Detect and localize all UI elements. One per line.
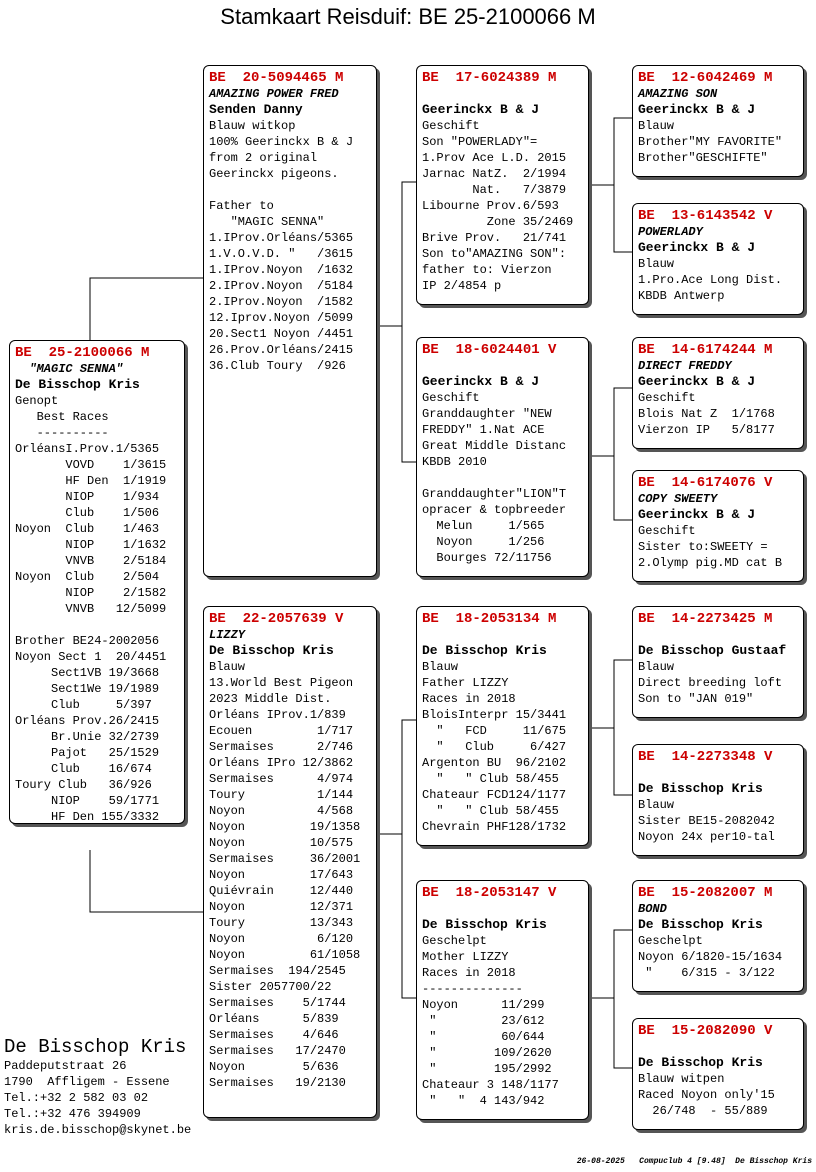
info-line: Noyon 12/371 <box>209 900 354 914</box>
pigeon-name: DIRECT FREDDY <box>638 359 732 373</box>
breeder-name: De Bisschop Kris <box>4 1036 187 1058</box>
pigeon-info <box>209 118 371 374</box>
pigeon-name: POWERLADY <box>638 225 703 239</box>
pigeon-info <box>422 118 583 294</box>
info-line: Noyon 6/120 <box>209 932 354 946</box>
pigeon-info <box>638 1071 798 1119</box>
pigeon-info <box>638 659 798 707</box>
info-line: 12.Iprov.Noyon /5099 <box>209 311 354 325</box>
info-line: Toury Club 36/926 <box>15 778 152 792</box>
info-line <box>209 182 371 198</box>
info-line: Blauw witpen <box>638 1072 725 1086</box>
info-line: Sermaises 36/2001 <box>209 852 361 866</box>
pigeon-name <box>638 765 798 781</box>
info-line: Chateaur FCD124/1177 <box>422 788 567 802</box>
info-line: NIOP 59/1771 <box>15 794 160 808</box>
pigeon-name <box>422 627 583 643</box>
info-line: 1.IProv.Noyon /1632 <box>209 263 354 277</box>
pigeon-info <box>15 393 179 824</box>
owner-name: De Bisschop Gustaaf <box>638 643 787 658</box>
pigeon-name: BOND <box>638 902 667 916</box>
pigeon-info <box>422 659 583 835</box>
pigeon-info <box>422 390 583 566</box>
pigeon-info <box>638 933 798 981</box>
info-line: Orléans Prov.26/2415 <box>15 714 160 728</box>
pigeon-info <box>638 797 798 845</box>
info-line: Brother"GESCHIFTE" <box>638 151 768 165</box>
info-line: NIOP 1/1632 <box>15 538 167 552</box>
pigeon-name: LIZZY <box>209 628 246 642</box>
pigeon-name: COPY SWEETY <box>638 492 718 506</box>
pedigree-card-father-mother <box>416 337 589 577</box>
owner-name: De Bisschop Kris <box>15 377 140 392</box>
info-line: Noyon 1/256 <box>422 535 545 549</box>
ring-number: BE 12-6042469 M <box>638 70 773 86</box>
info-line: Orléans IProv.1/839 <box>209 708 346 722</box>
info-line: Chateaur 3 148/1177 <box>422 1078 559 1092</box>
pigeon-name: AMAZING SON <box>638 87 718 101</box>
info-line: Blauw <box>638 798 675 812</box>
pigeon-name <box>422 358 583 374</box>
info-line: Libourne Prov.6/593 <box>422 199 559 213</box>
info-line: Races in 2018 <box>422 692 516 706</box>
info-line: 1.Prov Ace L.D. 2015 <box>422 151 567 165</box>
ring-number: BE 17-6024389 M <box>422 70 557 86</box>
info-line: 26.Prov.Orléans/2415 <box>209 343 354 357</box>
info-line: Chevrain PHF128/1732 <box>422 820 567 834</box>
info-line: Blauw <box>638 660 675 674</box>
info-line: Sermaises 194/2545 <box>209 964 346 978</box>
info-line: ---------- <box>15 426 109 440</box>
info-line: IP 2/4854 p <box>422 279 502 293</box>
info-line <box>15 617 179 633</box>
info-line: Br.Unie 32/2739 <box>15 730 160 744</box>
ring-number: BE 13-6143542 V <box>638 208 773 224</box>
info-line: HF Den 155/3332 <box>15 810 160 824</box>
info-line: Blauw <box>422 660 459 674</box>
pigeon-info <box>638 118 798 166</box>
owner-name: De Bisschop Kris <box>638 917 763 932</box>
info-line: 26/748 - 55/889 <box>638 1104 768 1118</box>
pedigree-card-mother-father <box>416 606 589 846</box>
ring-number: BE 14-6174076 V <box>638 475 773 491</box>
pedigree-card-father-father <box>416 65 589 305</box>
info-line: Blauw <box>638 257 675 271</box>
info-line: Jarnac NatZ. 2/1994 <box>422 167 567 181</box>
info-line: Vierzon IP 5/8177 <box>638 423 775 437</box>
breeder-email: kris.de.bisschop@skynet.be <box>4 1123 192 1137</box>
owner-name: Geerinckx B & J <box>422 374 540 389</box>
info-line: Orléans 5/839 <box>209 1012 339 1026</box>
info-line: Sermaises 4/974 <box>209 772 354 786</box>
info-line: Son to"AMAZING SON": <box>422 247 567 261</box>
ring-number: BE 14-2273425 M <box>638 611 773 627</box>
info-line: from 2 original <box>209 151 318 165</box>
pedigree-card-fff <box>632 65 804 177</box>
info-line: Genopt <box>15 394 59 408</box>
breeder-address: Paddeputstraat 26 <box>4 1059 127 1073</box>
info-line: Geerinckx pigeons. <box>209 167 339 181</box>
info-line: Club 1/506 <box>15 506 160 520</box>
info-line: Sect1VB 19/3668 <box>15 666 160 680</box>
info-line: Noyon Club 2/504 <box>15 570 160 584</box>
footer-info: 26-08-2025 Compuclub 4 [9.48] De Bisschop Kris <box>576 1157 812 1166</box>
info-line: Brother"MY FAVORITE" <box>638 135 783 149</box>
pedigree-card-mmm <box>632 1018 804 1130</box>
owner-name: De Bisschop Kris <box>422 643 547 658</box>
info-line: "MAGIC SENNA" <box>209 215 325 229</box>
info-line: Geschift <box>422 391 480 405</box>
info-line: -------------- <box>422 982 523 996</box>
info-line: Great Middle Distanc <box>422 439 567 453</box>
info-line: Sister 2057700/22 <box>209 980 332 994</box>
info-line: Blois Nat Z 1/1768 <box>638 407 775 421</box>
info-line: Geschift <box>638 524 696 538</box>
info-line: Noyon Club 1/463 <box>15 522 160 536</box>
info-line: 2.IProv.Noyon /5184 <box>209 279 354 293</box>
pigeon-name: AMAZING POWER FRED <box>209 87 339 101</box>
owner-name: Geerinckx B & J <box>638 102 756 117</box>
info-line: Toury 1/144 <box>209 788 354 802</box>
info-line: " " Club 58/455 <box>422 772 559 786</box>
ring-number: BE 14-6174244 M <box>638 342 773 358</box>
info-line: Noyon 10/575 <box>209 836 354 850</box>
owner-name: Geerinckx B & J <box>638 374 756 389</box>
pigeon-info <box>209 659 371 1091</box>
info-line <box>422 470 583 486</box>
info-line: Club 16/674 <box>15 762 152 776</box>
info-line: " Club 6/427 <box>422 740 567 754</box>
owner-name: Geerinckx B & J <box>638 507 756 522</box>
pedigree-card-mother-mother <box>416 880 589 1120</box>
ring-number: BE 25-2100066 M <box>15 345 150 361</box>
pigeon-info <box>422 933 583 1109</box>
info-line: " 109/2620 <box>422 1046 552 1060</box>
pedigree-card-mfm <box>632 744 804 856</box>
info-line: Toury 13/343 <box>209 916 354 930</box>
info-line: NIOP 1/934 <box>15 490 160 504</box>
pigeon-info <box>638 390 798 438</box>
info-line: Argenton BU 96/2102 <box>422 756 567 770</box>
info-line: 2.Olymp pig.MD cat B <box>638 556 783 570</box>
pigeon-info <box>638 256 798 304</box>
info-line: 100% Geerinckx B & J <box>209 135 354 149</box>
info-line: Noyon 5/636 <box>209 1060 339 1074</box>
info-line: KBDB Antwerp <box>638 289 725 303</box>
info-line: Noyon 19/1358 <box>209 820 361 834</box>
info-line: " " Club 58/455 <box>422 804 559 818</box>
info-line: Raced Noyon only'15 <box>638 1088 775 1102</box>
ring-number: BE 18-2053147 V <box>422 885 557 901</box>
info-line: father to: Vierzon <box>422 263 552 277</box>
info-line: 1.IProv.Orléans/5365 <box>209 231 354 245</box>
pedigree-card-mff <box>632 606 804 718</box>
pedigree-card-ffm <box>632 203 804 315</box>
info-line: Noyon 17/643 <box>209 868 354 882</box>
info-line: Sermaises 19/2130 <box>209 1076 346 1090</box>
info-line: opracer & topbreeder <box>422 503 567 517</box>
pedigree-card-mother <box>203 606 377 1118</box>
info-line: Son "POWERLADY"= <box>422 135 538 149</box>
info-line: HF Den 1/1919 <box>15 474 167 488</box>
info-line: VNVB 12/5099 <box>15 602 167 616</box>
pedigree-card-fmm <box>632 470 804 582</box>
pigeon-name <box>422 86 583 102</box>
ring-number: BE 22-2057639 V <box>209 611 344 627</box>
owner-name: De Bisschop Kris <box>638 781 763 796</box>
ring-number: BE 15-2082090 V <box>638 1023 773 1039</box>
info-line: Blauw witkop <box>209 119 296 133</box>
info-line: FREDDY" 1.Nat ACE <box>422 423 545 437</box>
info-line: Geschift <box>422 119 480 133</box>
owner-name: De Bisschop Kris <box>209 643 334 658</box>
info-line: Zone 35/2469 <box>422 215 574 229</box>
pedigree-card-father <box>203 65 377 577</box>
info-line: Direct breeding loft <box>638 676 783 690</box>
info-line: Blauw <box>638 119 675 133</box>
pigeon-name: "MAGIC SENNA" <box>15 362 124 376</box>
owner-name: Geerinckx B & J <box>422 102 540 117</box>
info-line: Melun 1/565 <box>422 519 545 533</box>
info-line: Blauw <box>209 660 246 674</box>
pedigree-card-fmf <box>632 337 804 449</box>
breeder-phone: Tel.:+32 2 582 03 02 <box>4 1091 149 1105</box>
info-line: Sermaises 5/1744 <box>209 996 346 1010</box>
info-line: Nat. 7/3879 <box>422 183 567 197</box>
ring-number: BE 18-2053134 M <box>422 611 557 627</box>
owner-name: Geerinckx B & J <box>638 240 756 255</box>
info-line: 36.Club Toury /926 <box>209 359 346 373</box>
ring-number: BE 15-2082007 M <box>638 885 773 901</box>
info-line: Bourges 72/11756 <box>422 551 552 565</box>
owner-name: Senden Danny <box>209 102 303 117</box>
breeder-info <box>4 1036 191 1138</box>
info-line: Club 5/397 <box>15 698 152 712</box>
info-line: Noyon 24x per10-tal <box>638 830 775 844</box>
pigeon-name <box>638 627 798 643</box>
info-line: Brive Prov. 21/741 <box>422 231 567 245</box>
info-line: Sermaises 2/746 <box>209 740 354 754</box>
info-line: Quiévrain 12/440 <box>209 884 354 898</box>
info-line: " 23/612 <box>422 1014 545 1028</box>
info-line: Races in 2018 <box>422 966 516 980</box>
info-line: Pajot 25/1529 <box>15 746 160 760</box>
info-line: " " 4 143/942 <box>422 1094 545 1108</box>
info-line: Sermaises 17/2470 <box>209 1044 346 1058</box>
info-line: VOVD 1/3615 <box>15 458 167 472</box>
info-line: Noyon 6/1820-15/1634 <box>638 950 783 964</box>
info-line: Brother BE24-2002056 <box>15 634 160 648</box>
pedigree-card-mmf <box>632 880 804 992</box>
pigeon-name <box>422 901 583 917</box>
info-line: 20.Sect1 Noyon /4451 <box>209 327 354 341</box>
info-line: BloisInterpr 15/3441 <box>422 708 567 722</box>
info-line: Sister to:SWEETY = <box>638 540 768 554</box>
info-line: Father to <box>209 199 274 213</box>
info-line: Father LIZZY <box>422 676 509 690</box>
info-line: Best Races <box>15 410 109 424</box>
info-line: Noyon 11/299 <box>422 998 545 1012</box>
info-line: Son to "JAN 019" <box>638 692 754 706</box>
info-line: Sister BE15-2082042 <box>638 814 775 828</box>
info-line: Noyon Sect 1 20/4451 <box>15 650 167 664</box>
info-line: Mother LIZZY <box>422 950 509 964</box>
info-line: VNVB 2/5184 <box>15 554 167 568</box>
ring-number: BE 14-2273348 V <box>638 749 773 765</box>
info-line: 1.Pro.Ace Long Dist. <box>638 273 783 287</box>
pigeon-name <box>638 1039 798 1055</box>
info-line: " 6/315 - 3/122 <box>638 966 775 980</box>
owner-name: De Bisschop Kris <box>422 917 547 932</box>
info-line: 2023 Middle Dist. <box>209 692 332 706</box>
breeder-mobile: Tel.:+32 476 394909 <box>4 1107 141 1121</box>
info-line: " FCD 11/675 <box>422 724 567 738</box>
info-line: Orléans IPro 12/3862 <box>209 756 354 770</box>
info-line: Noyon 4/568 <box>209 804 354 818</box>
info-line: 2.IProv.Noyon /1582 <box>209 295 354 309</box>
info-line: Sermaises 4/646 <box>209 1028 339 1042</box>
page-title: Stamkaart Reisduif: BE 25-2100066 M <box>220 4 596 29</box>
info-line: 1.V.O.V.D. " /3615 <box>209 247 354 261</box>
info-line: 13.World Best Pigeon <box>209 676 354 690</box>
info-line: Geschift <box>638 391 696 405</box>
ring-number: BE 20-5094465 M <box>209 70 344 86</box>
info-line: KBDB 2010 <box>422 455 487 469</box>
breeder-city: 1790 Affligem - Essene <box>4 1075 170 1089</box>
info-line: NIOP 2/1582 <box>15 586 167 600</box>
info-line: Noyon 61/1058 <box>209 948 361 962</box>
info-line: Geschelpt <box>422 934 487 948</box>
info-line: OrléansI.Prov.1/5365 <box>15 442 160 456</box>
info-line: Geschelpt <box>638 934 703 948</box>
pedigree-card-main <box>9 340 185 824</box>
info-line: Ecouen 1/717 <box>209 724 354 738</box>
info-line: Granddaughter "NEW <box>422 407 552 421</box>
info-line: Granddaughter"LION"T <box>422 487 567 501</box>
pigeon-info <box>638 523 798 571</box>
owner-name: De Bisschop Kris <box>638 1055 763 1070</box>
info-line: Sect1We 19/1989 <box>15 682 160 696</box>
ring-number: BE 18-6024401 V <box>422 342 557 358</box>
info-line: " 195/2992 <box>422 1062 552 1076</box>
info-line: " 60/644 <box>422 1030 545 1044</box>
